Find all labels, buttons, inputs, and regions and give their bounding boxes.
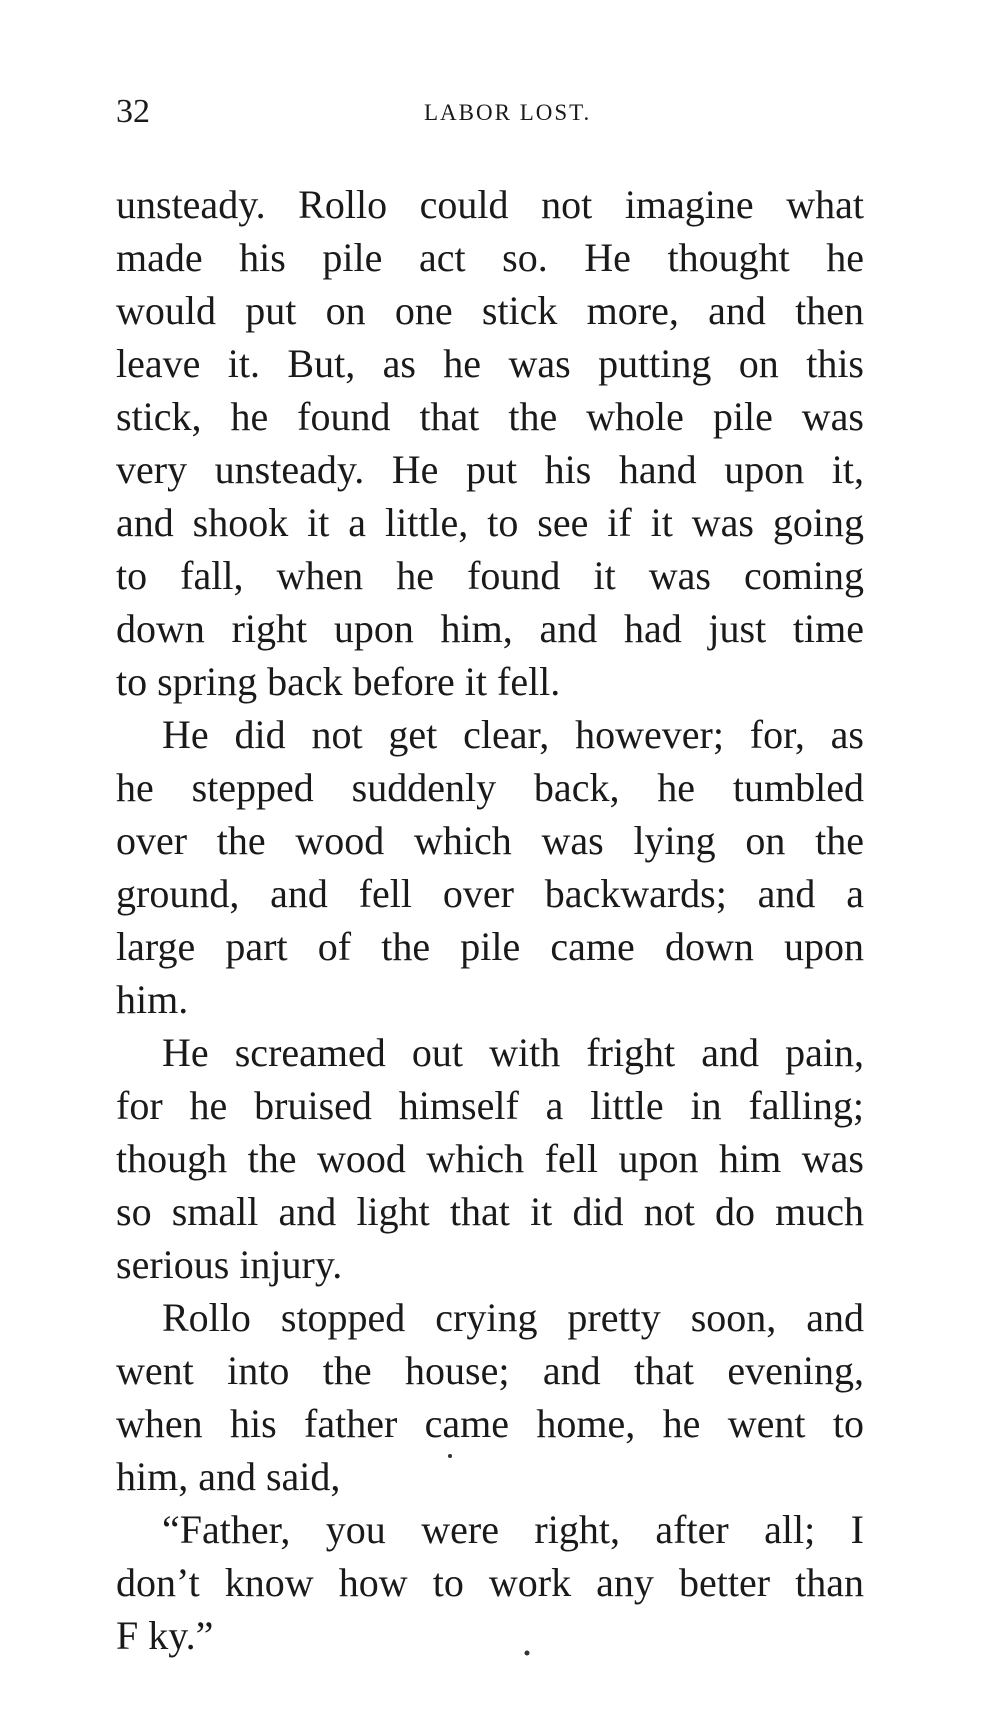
text-line: stick, he found that the whole pile was — [116, 394, 864, 439]
page-number: 32 — [116, 93, 150, 130]
text-line: him. — [116, 977, 189, 1022]
text-line: down right upon him, and had just time — [116, 606, 864, 651]
text-line: so small and light that it did not do much — [116, 1189, 864, 1234]
text-line: and shook it a little, to see if it was going — [116, 500, 864, 545]
text-line: very unsteady. He put his hand upon it, — [116, 447, 864, 492]
text-line: to fall, when he found it was coming — [116, 553, 864, 598]
text-line: leave it. But, as he was putting on this — [116, 341, 864, 386]
text-line: serious injury. — [116, 1242, 343, 1287]
text-line: he stepped suddenly back, he tumbled — [116, 765, 864, 810]
text-line: him, and said, — [116, 1454, 341, 1499]
text-line: He screamed out with fright and pain, — [162, 1030, 864, 1075]
text-line: went into the house; and that evening, — [116, 1348, 864, 1393]
text-line: though the wood which fell upon him was — [116, 1136, 864, 1181]
text-line: over the wood which was lying on the — [116, 818, 864, 863]
text-line: Rollo stopped crying pretty soon, and — [162, 1295, 864, 1340]
text-line: for he bruised himself a little in falling; — [116, 1083, 864, 1128]
text-line: made his pile act so. He thought he — [116, 235, 864, 280]
text-line: unsteady. Rollo could not imagine what — [116, 182, 864, 227]
text-line: F ky.” — [116, 1613, 214, 1658]
running-title: LABOR LOST. — [424, 100, 592, 125]
text-line: large part of the pile came down upon — [116, 924, 864, 969]
ink-speck — [525, 1651, 530, 1656]
text-line: when his father came home, he went to — [116, 1401, 864, 1446]
text-line: don’t know how to work any better than — [116, 1560, 864, 1605]
text-line: would put on one stick more, and then — [116, 288, 864, 333]
text-line: “Father, you were right, after all; I — [162, 1507, 864, 1552]
ink-speck — [448, 1454, 452, 1458]
text-line: He did not get clear, however; for, as — [162, 712, 864, 757]
text-line: ground, and fell over backwards; and a — [116, 871, 864, 916]
text-line: to spring back before it fell. — [116, 659, 561, 704]
